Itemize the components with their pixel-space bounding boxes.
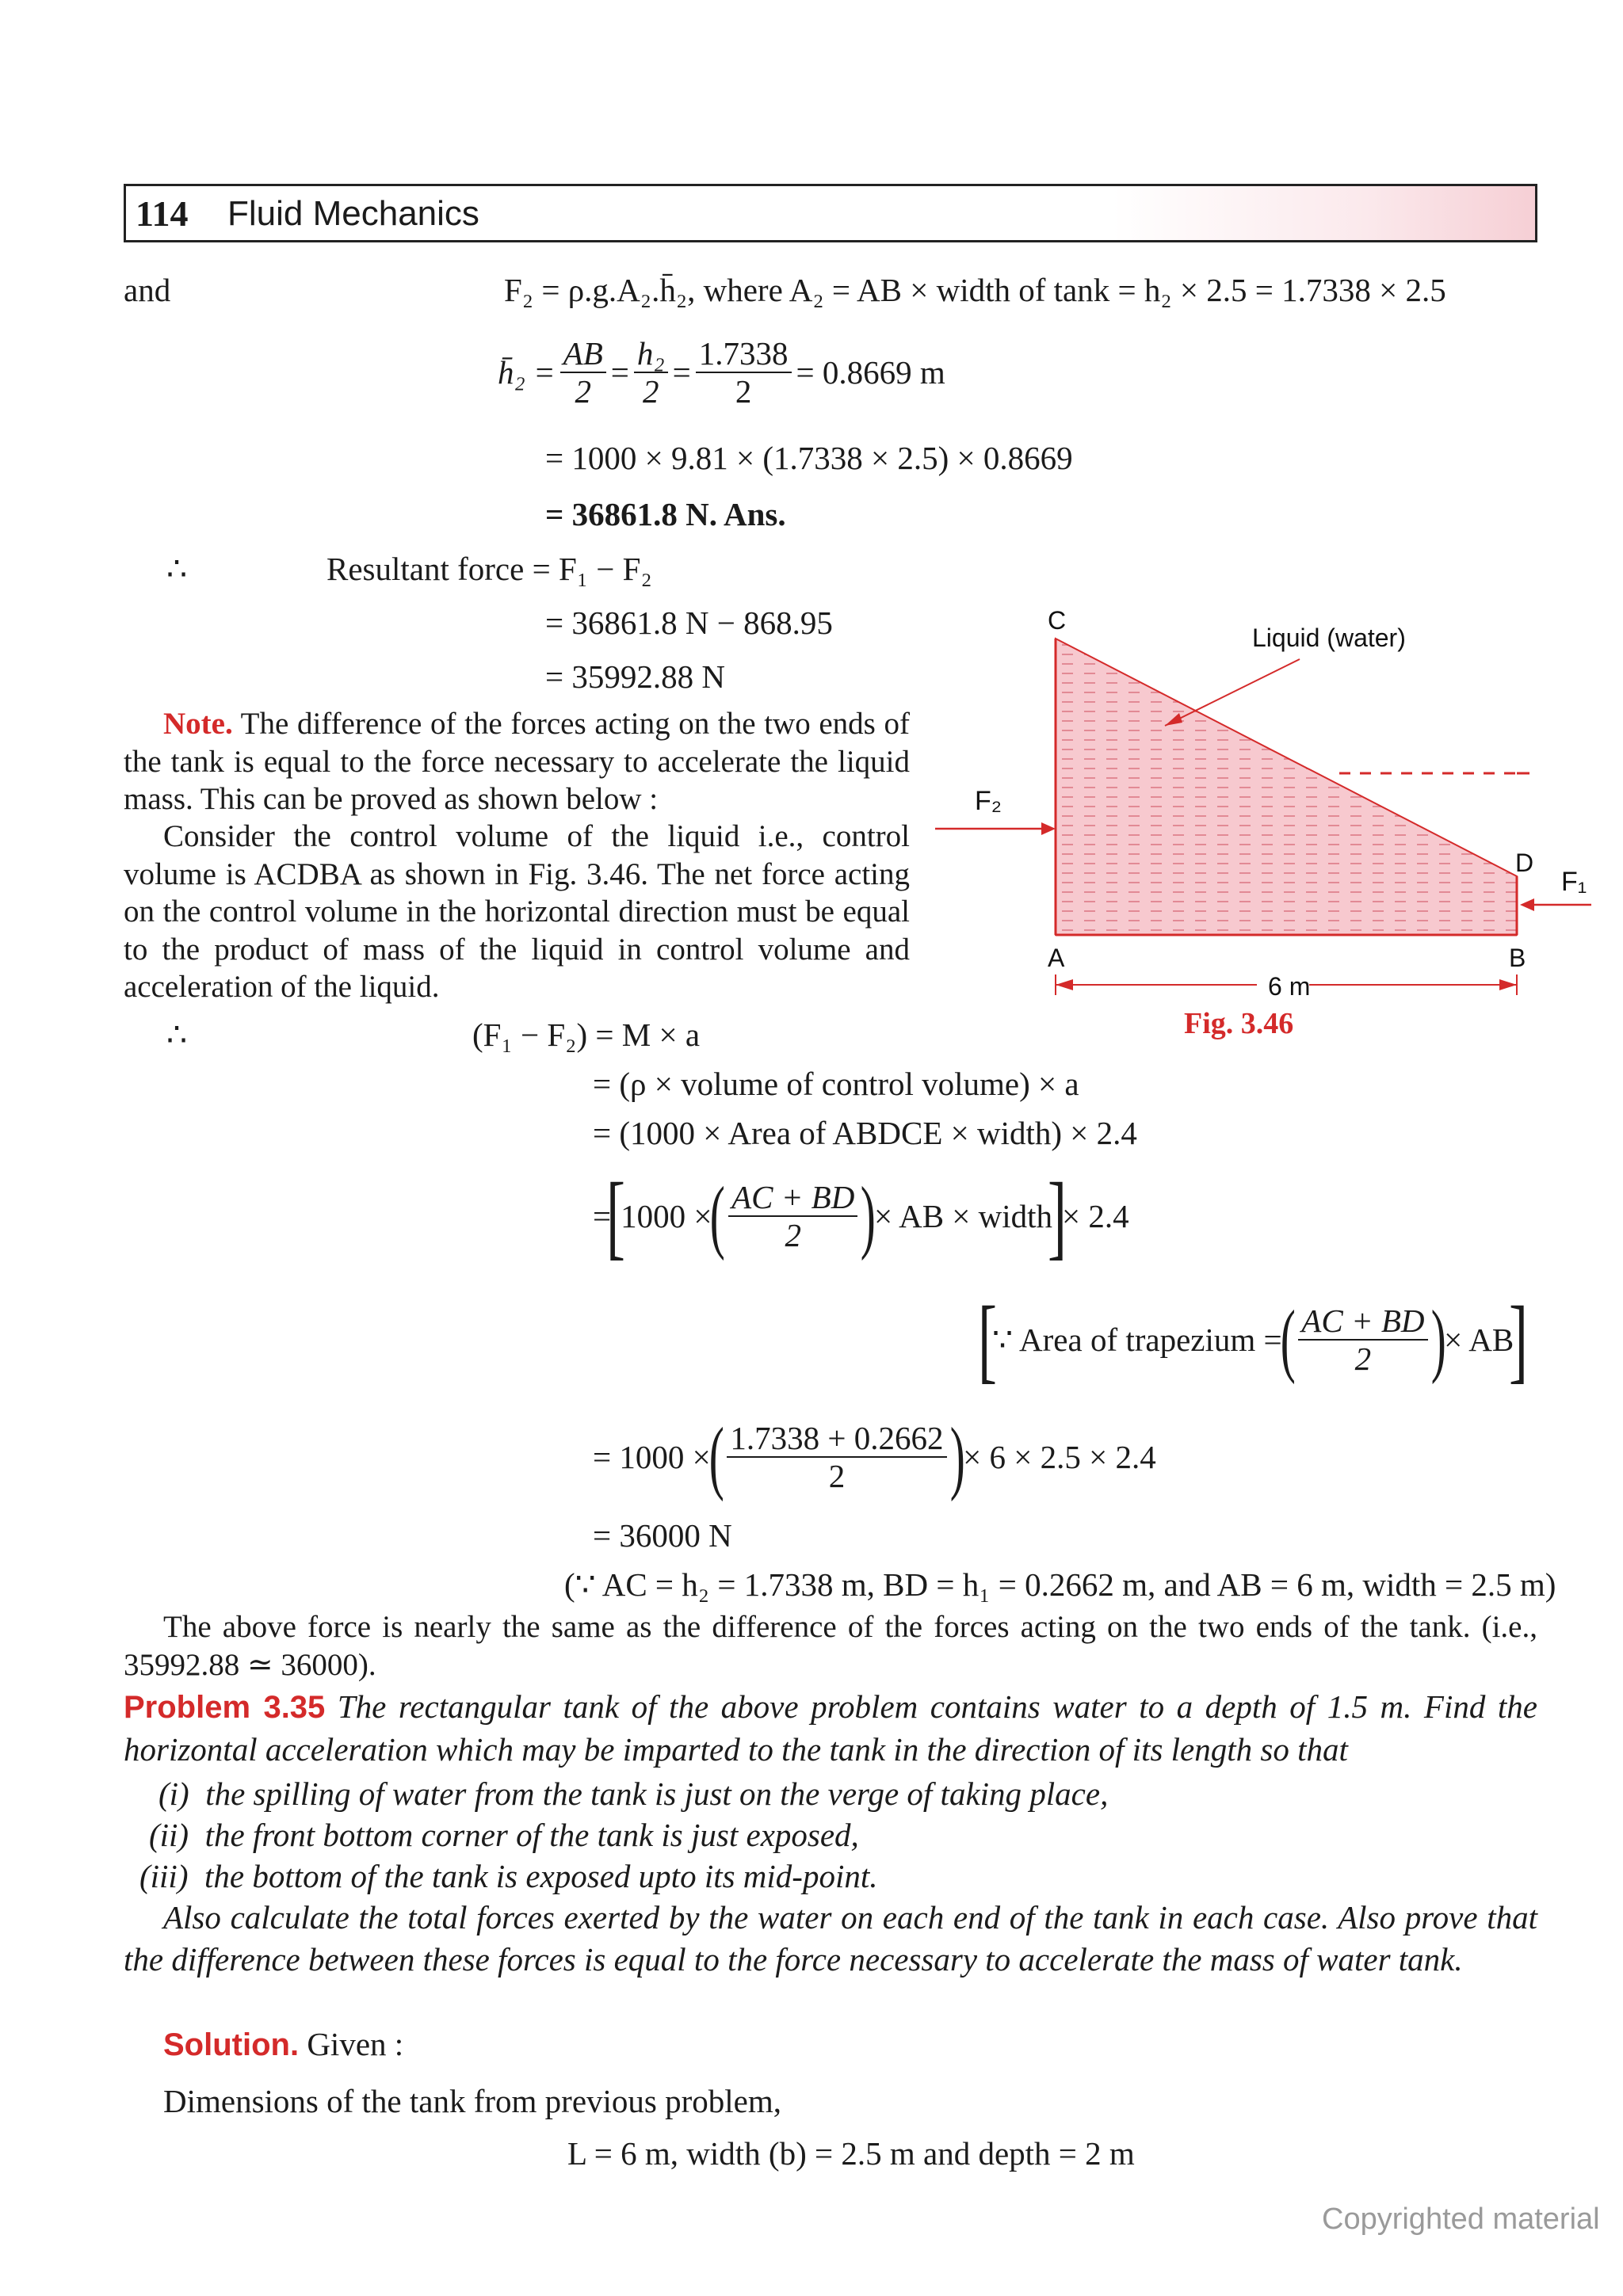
list-item (158, 1775, 1108, 1813)
page-number: 114 (136, 193, 189, 234)
fraction-ac-bd-2 (1298, 1302, 1427, 1377)
dimension-arrow-right (1499, 979, 1517, 990)
fraction-sum-over-2 (727, 1420, 946, 1494)
therefore-symbol: ∴ (166, 551, 188, 587)
equation-numeric-substitution: = 1000 × ( $\frac{1.7338 + 0.2662}{2}$ ) × 6 × 2.5 × 2.4 (593, 1411, 1156, 1502)
e6-part-a: = 1000 × (593, 1439, 711, 1475)
solution-line (163, 2025, 403, 2064)
item-number: (iii) (139, 1858, 189, 1894)
equation-h2bar: h̄₂ = $\frac{AB}{2}$ = $\frac{\text{h₂}}{2}$ = $\frac{1.7338}{2}$ = 0.8669 m (498, 335, 945, 410)
fraction-numerator: AC + BD (1298, 1302, 1427, 1341)
consider-paragraph: Consider the control volume of the liquid i.e., control volume is ACDBA as shown in Fig. 3.46. The net force acting on the control volume in the horizontal direction must be equal to the product of mass of the liquid in control volume and acceleration of the liquid. (124, 819, 910, 1004)
item-text: the front bottom corner of the tank is just exposed, (204, 1817, 859, 1853)
fraction-numerator: h₂ (634, 335, 668, 373)
item-text: the bottom of the tank is exposed upto its mid-point. (204, 1858, 878, 1894)
fraction-numerator: 1.7338 (696, 335, 792, 373)
given-values-line: (∵ AC = h₂ = 1.7338 m, BD = h₁ = 0.2662 m, and AB = 6 m, width = 2.5 m) (564, 1566, 1556, 1603)
copyright-watermark: Copyrighted material (1322, 2203, 1600, 2236)
fraction-denominator: 2 (828, 1458, 846, 1494)
item-number: (ii) (149, 1817, 189, 1853)
label-c: C (1048, 606, 1067, 635)
equation-rho-volume: = (ρ × volume of control volume) × a (593, 1066, 1079, 1102)
problem-text: The rectangular tank of the above problem contains water to a depth of 1.5 m. Find the horizontal acceleration which may be imparted to the tank in the direction of its length so that (124, 1688, 1537, 1768)
equation-f2: F₂ = ρ.g.A₂.h̄₂, where A₂ = AB × width of tank = h₂ × 2.5 = 1.7338 × 2.5 (504, 272, 1446, 308)
liquid-trapezium (1056, 639, 1517, 935)
fraction-denominator: 2 (785, 1217, 801, 1253)
therefore-symbol-2: ∴ (166, 1016, 188, 1053)
dimension-label: 6 m (1268, 972, 1311, 1001)
h2bar-lhs: h̄₂ = (498, 354, 556, 391)
list-item (149, 1816, 859, 1854)
dimensions-equation: L = 6 m, width (b) = 2.5 m and depth = 2 m (567, 2135, 1135, 2172)
arrow-f2-head (1041, 822, 1056, 835)
h2bar-result: = 0.8669 m (796, 354, 945, 391)
label-d: D (1515, 849, 1534, 877)
fraction-numerator: 1.7338 + 0.2662 (727, 1420, 946, 1458)
area-of-trapezium-note: [ ∵ Area of trapezium = ( $\frac{AC + BD}{2}$ ) × AB ] (977, 1287, 1529, 1392)
note-text: The difference of the forces acting on the two ends of the tank is equal to the force necessary to accelerate the liquid mass. This can be proved as shown below : (124, 707, 910, 816)
equation-line-3: = 1000 × 9.81 × (1.7338 × 2.5) × 0.8669 (545, 440, 1073, 476)
liquid-label: Liquid (water) (1252, 624, 1406, 652)
fraction-numerator: AC + BD (728, 1179, 857, 1217)
label-f2: F₂ (975, 786, 1002, 816)
note-paragraph (124, 705, 910, 818)
figure-3-46 (927, 602, 1609, 1046)
label-a: A (1048, 944, 1065, 972)
running-header (124, 184, 1537, 242)
note-label: Note. (163, 707, 233, 741)
fraction-ab-over-2 (560, 335, 606, 410)
equation-f1-minus-f2: (F₁ − F₂) = M × a (472, 1016, 701, 1053)
solution-label: Solution. (163, 2027, 300, 2062)
label-f1: F₁ (1561, 867, 1587, 897)
label-b: B (1509, 944, 1526, 972)
item-text: the spilling of water from the tank is just on the verge of taking place, (205, 1775, 1109, 1812)
answer-line: = 36861.8 N. Ans. (545, 496, 786, 532)
leader-line (1165, 659, 1300, 726)
e5-part-b: × AB (1444, 1322, 1514, 1358)
e6-part-b: × 6 × 2.5 × 2.4 (963, 1439, 1156, 1475)
above-force-paragraph: The above force is nearly the same as the difference of the forces acting on the two ends of the tank. (i.e., 35992.88 ≃ 36000). (124, 1610, 1537, 1682)
and-label: and (124, 272, 171, 308)
figure-caption: Fig. 3.46 (1184, 1007, 1294, 1040)
also-calculate-paragraph: Also calculate the total forces exerted by the water on each end of the tank in each case. Also prove that the difference between these forces is equal to the force necessary to accelerate the mass of water tank. (124, 1899, 1537, 1978)
list-item (139, 1857, 878, 1895)
e4-part-b: × AB × width (873, 1198, 1053, 1234)
book-title: Fluid Mechanics (227, 194, 479, 233)
fraction-denominator: 2 (643, 373, 659, 410)
fraction-denominator: 2 (1354, 1341, 1372, 1377)
problem-label: Problem 3.35 (124, 1690, 326, 1725)
e5-part-a: ∵ Area of trapezium = (991, 1322, 1282, 1358)
fraction-denominator: 2 (735, 373, 752, 410)
fraction-ac-bd (728, 1179, 857, 1253)
equation-trapezium-expansion: = [ 1000 × ( $\frac{AC + BD}{2}$ ) × AB × width ] × 2.4 (593, 1163, 1129, 1268)
given-label: Given : (299, 2026, 404, 2062)
e4-part-a: 1000 × (621, 1198, 712, 1234)
arrow-f1-head (1520, 898, 1534, 911)
fraction-numerator: AB (560, 335, 606, 373)
fraction-denominator: 2 (575, 373, 591, 410)
resultant-line-2: = 36861.8 N − 868.95 (545, 605, 833, 641)
fraction-h2-over-2 (634, 335, 668, 410)
e4-part-c: × 2.4 (1062, 1198, 1129, 1234)
dimension-arrow-left (1056, 979, 1073, 990)
problem-paragraph (124, 1686, 1537, 1771)
resultant-line-3: = 35992.88 N (545, 658, 725, 695)
equation-36000: = 36000 N (593, 1517, 732, 1554)
item-number: (i) (158, 1775, 189, 1812)
fraction-17338-over-2 (696, 335, 792, 410)
resultant-force-line: Resultant force = F₁ − F₂ (327, 551, 652, 587)
equation-area-abdce: = (1000 × Area of ABDCE × width) × 2.4 (593, 1115, 1137, 1151)
dimensions-text: Dimensions of the tank from previous problem, (163, 2083, 782, 2119)
